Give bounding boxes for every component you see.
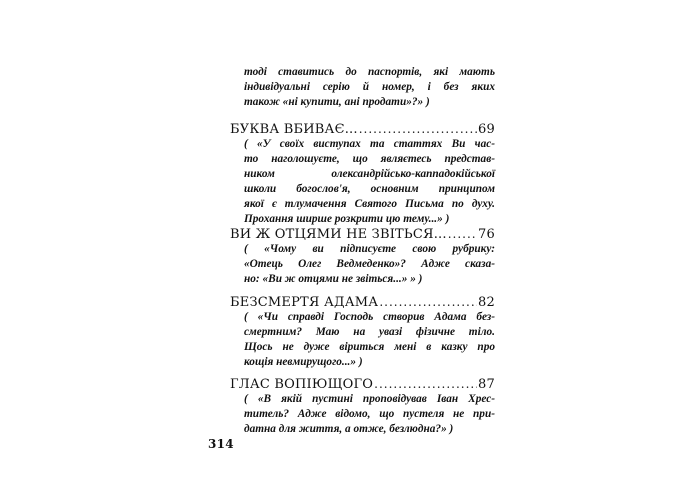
toc-entry-heading <box>230 294 495 310</box>
toc-entry-page: 76 <box>478 227 495 242</box>
description-line: ником олександрійсько-каппадокійської <box>244 168 495 180</box>
description-line: датна для життя, а отже, безлюдна?» ) <box>244 423 454 435</box>
description-line: Прохання ширше розкрити цю тему...» ) <box>244 213 450 225</box>
toc-entry-heading <box>230 226 495 242</box>
description-line: ( «Чому ви підписуєте свою рубрику: <box>244 243 495 255</box>
description-line: смертним? Маю на увазі фізичне тіло. <box>244 326 495 338</box>
description-line: то наголошуєте, що являєтесь представ- <box>244 153 495 165</box>
toc-entry-heading <box>230 121 495 137</box>
toc-entry-title: ВИ Ж ОТЦЯМИ НЕ ЗВІТЬСЯ... <box>230 227 447 242</box>
toc-entry <box>230 294 495 370</box>
toc-entry-description <box>244 242 495 287</box>
intro-description <box>244 65 495 110</box>
toc-entry-page: 82 <box>478 295 495 310</box>
toc-entry <box>230 376 495 437</box>
toc-entry-title: БЕЗСМЕРТЯ АДАМА <box>230 295 379 310</box>
toc-leader-dots <box>359 121 477 137</box>
toc-leader-dots <box>374 376 477 392</box>
description-line: Щось не дуже віриться мені в казку про <box>244 341 495 353</box>
intro-line: індивідуальні серію й номер, і без яких <box>244 81 495 93</box>
intro-line: також «ні купити, ані продати»?» ) <box>244 96 430 108</box>
intro-continuation <box>230 65 495 110</box>
intro-line: тоді ставитись до паспортів, які мають <box>244 66 495 78</box>
toc-entry-description <box>244 137 495 227</box>
toc-entry-description <box>244 392 495 437</box>
description-line: «Отець Олег Ведмеденко»? Адже сказа- <box>244 258 495 270</box>
description-line: титель? Адже відомо, що пустеля не при- <box>244 408 495 420</box>
description-line: но: «Ви ж отцями не звіться...» » ) <box>244 273 423 285</box>
toc-entry-title: БУКВА ВБИВАЄ... <box>230 122 358 137</box>
description-line: ( «У своїх виступах та статтях Ви час- <box>244 138 495 150</box>
page-number: 314 <box>208 437 234 451</box>
toc-entry-description <box>244 310 495 370</box>
toc-entry-page: 69 <box>478 122 495 137</box>
toc-entry-heading <box>230 376 495 392</box>
toc-entry <box>230 121 495 227</box>
toc-entry-page: 87 <box>478 377 495 392</box>
toc-entry <box>230 226 495 287</box>
description-line: ( «В якій пустині проповідував Іван Хрес- <box>244 393 495 405</box>
toc-entry-title: ГЛАС ВОПІЮЩОГО <box>230 377 374 392</box>
description-line: кощія невмирущого...» ) <box>244 356 363 368</box>
description-line: якої є тлумачення Святого Письма по духу. <box>244 198 495 210</box>
description-line: ( «Чи справді Господь створив Адама без- <box>244 311 495 323</box>
toc-leader-dots <box>448 226 477 242</box>
description-line: школи богослов'я, основним принципом <box>244 183 495 195</box>
toc-leader-dots <box>379 294 477 310</box>
